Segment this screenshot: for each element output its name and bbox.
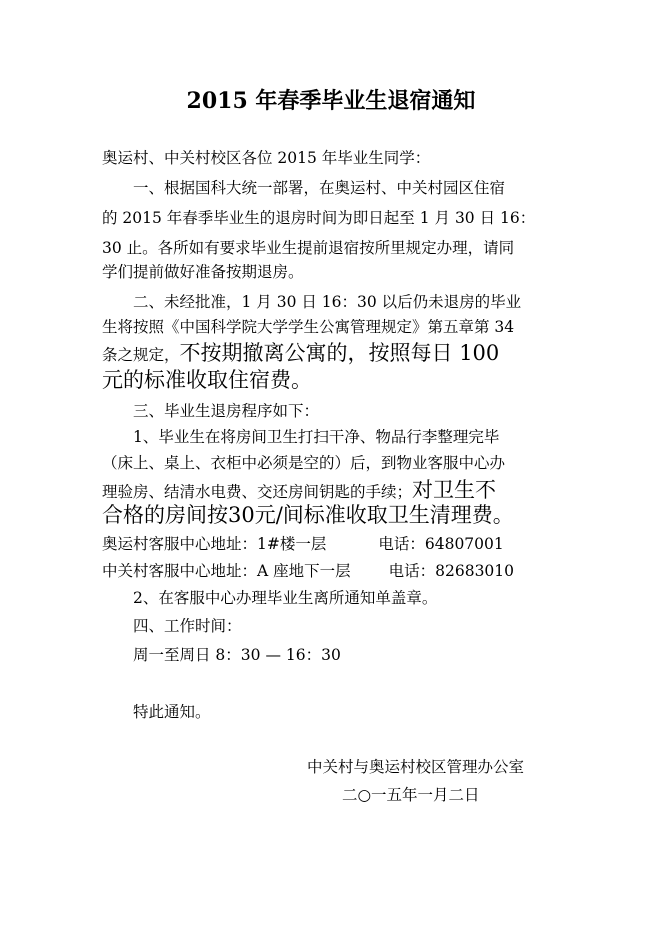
notice-title: 2015 年春季毕业生退宿通知 (186, 88, 476, 114)
section-3-heading: 三、毕业生退房程序如下： (133, 402, 320, 420)
signature-organization: 中关村与奥运村校区管理办公室 (307, 758, 525, 776)
service-center-address: 中关村客服中心地址：A 座地下一层 (102, 562, 351, 580)
paragraph-2-line: 二、未经批准，1 月 30 日 16：30 以后仍未退房的毕业 (133, 293, 522, 311)
paragraph-1-line: 30 止。各所如有要求毕业生提前退宿按所里规定办理，请同 (102, 239, 515, 257)
item-1-line: 1、毕业生在将房间卫生打扫干净、物品行李整理完毕 (133, 428, 500, 446)
paragraph-1-line: 的 2015 年春季毕业生的退房时间为即日起至 1 月 30 日 16： (102, 209, 536, 227)
work-hours: 周一至周日 8：30 — 16：30 (133, 646, 341, 664)
service-center-address: 奥运村客服中心地址：1#楼一层 (102, 535, 327, 553)
section-4-heading: 四、工作时间： (133, 617, 242, 635)
closing-text: 特此通知。 (133, 703, 211, 721)
item-1-text: 理验房、结清水电费、交还房间钥匙的手续； (102, 483, 413, 501)
service-center-row (102, 560, 514, 582)
salutation: 奥运村、中关村校区各位 2015 年毕业生同学： (102, 149, 431, 167)
paragraph-2-text: 条之规定， (102, 346, 180, 364)
service-center-phone: 电话：82683010 (388, 562, 515, 580)
item-1-emphasis: 合格的房间按30元/间标准收取卫生清理费。 (102, 503, 514, 527)
item-1-line: （床上、桌上、衣柜中必须是空的）后，到物业客服中心办 (102, 454, 506, 472)
paragraph-2-line (102, 340, 499, 366)
service-center-row (102, 533, 504, 555)
paragraph-1-line: 学们提前做好准备按期退房。 (102, 263, 304, 281)
paragraph-2-line: 生将按照《中国科学院大学学生公寓管理规定》第五章第 34 (102, 318, 515, 336)
paragraph-2-emphasis: 不按期撤离公寓的，按照每日 100 (179, 341, 500, 365)
item-2: 2、在客服中心办理毕业生离所通知单盖章。 (133, 589, 438, 607)
item-1-line (102, 477, 496, 503)
paragraph-2-emphasis: 元的标准收取住宿费。 (102, 368, 312, 392)
service-center-phone: 电话：64807001 (378, 535, 504, 553)
item-1-emphasis: 对卫生不 (412, 478, 497, 502)
signature-date: 二○一五年一月二日 (342, 786, 480, 804)
paragraph-1-line: 一、根据国科大统一部署，在奥运村、中关村园区住宿 (133, 179, 506, 197)
